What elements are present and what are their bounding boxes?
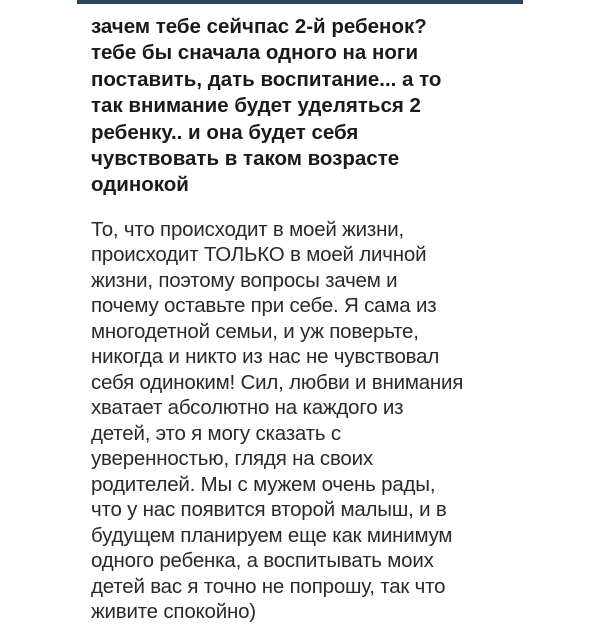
- question-line: так внимание будет уделяться 2: [91, 94, 421, 118]
- answer-line: почему оставьте при себе. Я сама из: [91, 294, 437, 318]
- answer-line: себя одиноким! Сил, любви и внимания: [91, 370, 464, 394]
- answer-line: родителей. Мы с мужем очень рады,: [91, 472, 436, 496]
- question-line: ребенку.. и она будет себя: [91, 120, 359, 144]
- answer-line: живите спокойно): [91, 600, 256, 624]
- answer-line: одного ребенка, а воспитывать моих: [91, 549, 434, 573]
- answer-line: хватает абсолютно на каждого из: [91, 396, 404, 420]
- question-line: зачем тебе сейчпас 2-й ребенок?: [91, 15, 427, 38]
- post-content: [91, 14, 531, 625]
- answer-line: что у нас появится второй малыш, и в: [91, 498, 447, 522]
- answer-line: многодетной семьи, и уж поверьте,: [91, 319, 419, 343]
- question-line: чувствовать в таком возрасте: [91, 147, 400, 171]
- answer-line: жизни, поэтому вопросы зачем и: [91, 268, 398, 292]
- answer-line: детей вас я точно не попрошу, так что: [91, 574, 446, 598]
- answer-text: [91, 217, 531, 625]
- answer-line: никогда и никто из нас не чувствовал: [91, 345, 440, 369]
- question-line: одинокой: [91, 173, 189, 197]
- header-bar: [77, 0, 523, 4]
- question-line: тебе бы сначала одного на ноги: [91, 41, 419, 65]
- answer-line: будущем планируем еще как минимум: [91, 523, 453, 547]
- answer-line: уверенностью, глядя на своих: [91, 447, 373, 471]
- question-line: поставить, дать воспитание... а то: [91, 67, 442, 91]
- answer-line: То, что происходит в моей жизни,: [91, 217, 404, 241]
- answer-line: происходит ТОЛЬКО в моей личной: [91, 243, 427, 267]
- answer-line: детей, это я могу сказать с: [91, 421, 341, 445]
- question-text: [91, 14, 531, 199]
